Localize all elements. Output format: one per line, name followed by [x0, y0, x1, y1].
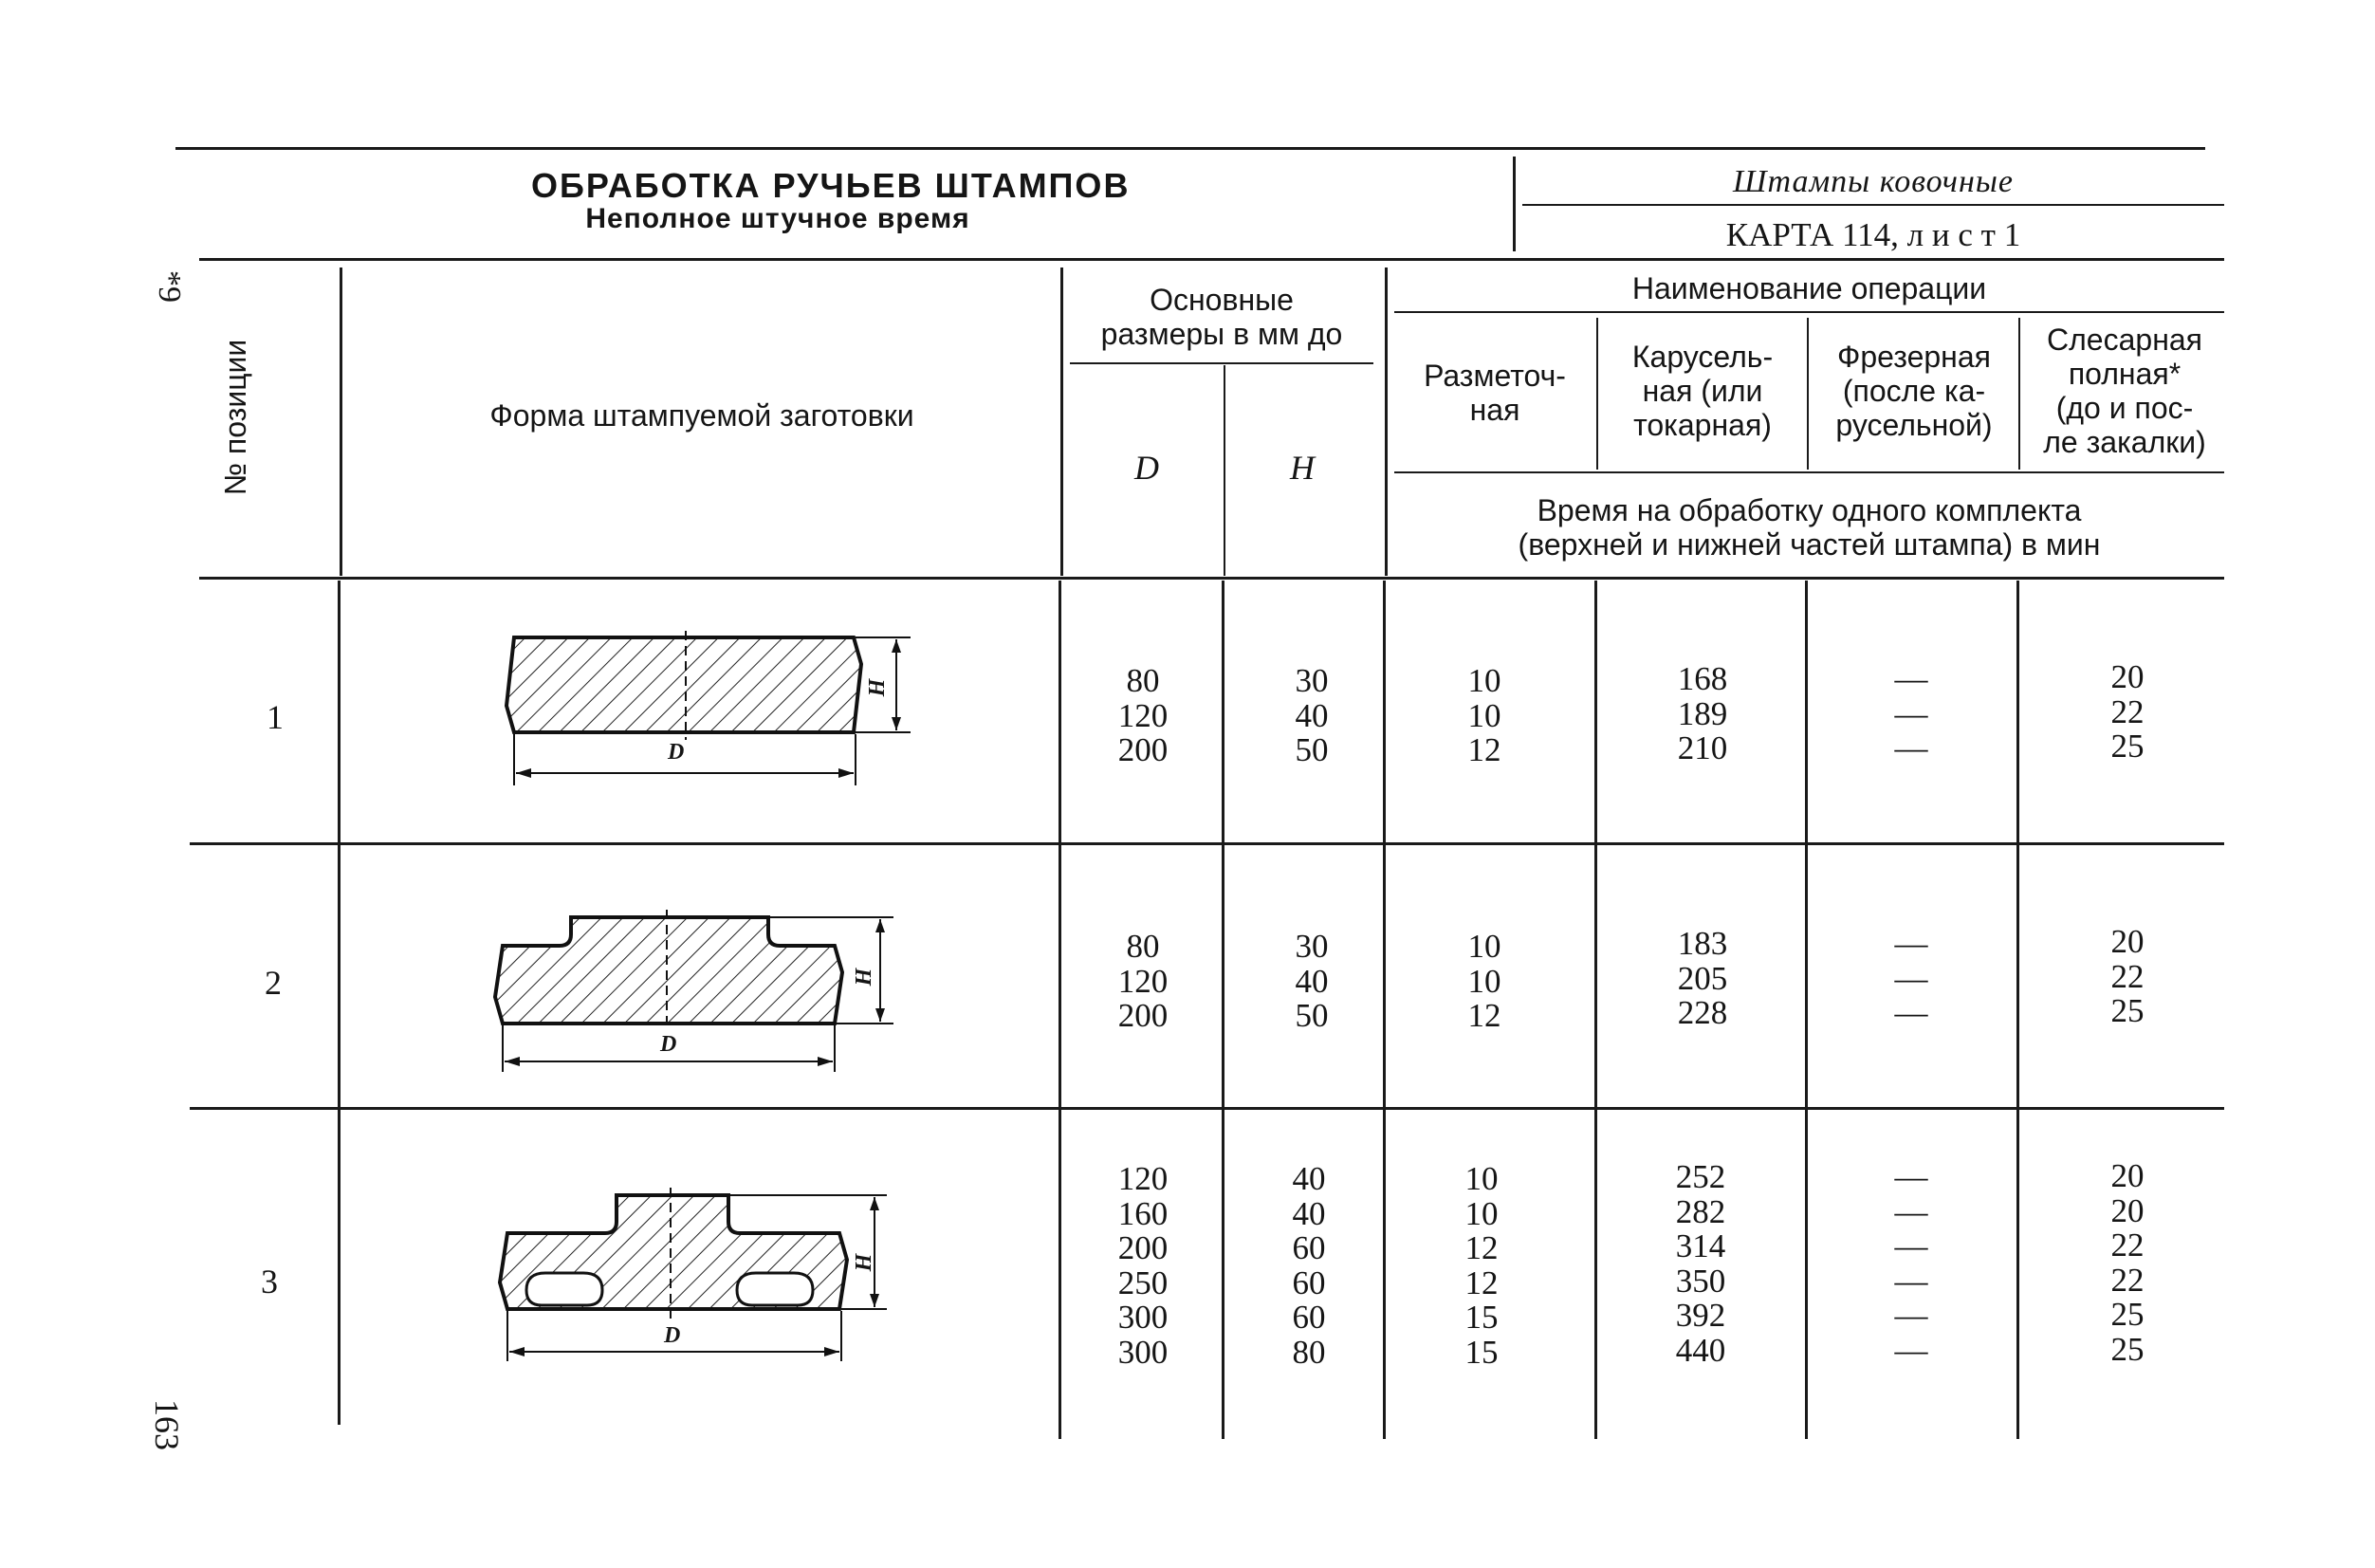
carousel-header-3: токарная) [1633, 408, 1772, 442]
page-title: ОБРАБОТКА РУЧЬЕВ ШТАМПОВ [531, 166, 1131, 205]
row-3-carousel-values: 252 282 314 350 392 440 [1675, 1158, 1726, 1369]
row-3-h-values: 40 40 60 60 60 80 [1292, 1160, 1326, 1371]
col-line-1 [340, 267, 342, 576]
marking-header-1: Разметоч- [1424, 359, 1566, 393]
row-3-drawing [488, 1186, 925, 1380]
op-name-rule [1394, 311, 2224, 313]
time-note-2: (верхней и нижней частей штампа) в мин [1518, 527, 2101, 562]
row-2-drawing [484, 906, 920, 1086]
row-1-h-values: 30 40 50 [1295, 662, 1329, 768]
milling-header-2: (после ка- [1842, 374, 1986, 408]
row-3-milling-values: — — — — — — [1894, 1158, 1928, 1369]
row-2-position: 2 [265, 964, 282, 1002]
row-3-fitter-values: 20 20 22 22 25 25 [2110, 1157, 2145, 1368]
row-1-d-label: D [668, 740, 685, 765]
header-card-rule [1522, 204, 2224, 206]
fitter-header-1: Слесарная [2047, 323, 2202, 357]
fitter-header-2: полная* [2068, 357, 2182, 391]
page-subtitle: Неполное штучное время [585, 203, 970, 234]
row-1-drawing [493, 626, 930, 802]
sizes-rule [1070, 362, 1373, 364]
row-1-marking-values: 10 10 12 [1467, 662, 1501, 768]
row-3-h-label: H [852, 1253, 876, 1272]
col-line-3 [1385, 267, 1388, 576]
milling-header-1: Фрезерная [1837, 340, 1991, 374]
body-col-line-3 [1222, 581, 1224, 1439]
fitter-header-4: ле закалки) [2043, 425, 2206, 459]
row-2-h-values: 30 40 50 [1295, 928, 1329, 1034]
carousel-header-2: ная (или [1642, 374, 1763, 408]
row-2-marking-values: 10 10 12 [1467, 928, 1501, 1034]
main-sizes-header-1: Основные [1150, 283, 1294, 317]
row-2-d-values: 80 120 200 [1117, 928, 1169, 1034]
header-bottom-rule [199, 258, 2224, 261]
row-1-d-values: 80 120 200 [1117, 662, 1169, 768]
form-header: Форма штампуемой заготовки [489, 398, 914, 433]
row-2-fitter-values: 20 22 25 [2110, 923, 2145, 1029]
main-sizes-header-2: размеры в мм до [1100, 317, 1343, 351]
col-line-op2 [1807, 318, 1809, 470]
row-2-h-label: H [852, 968, 876, 987]
row-1-fitter-values: 20 22 25 [2110, 658, 2145, 765]
row-3-marking-values: 10 10 12 12 15 15 [1464, 1160, 1499, 1371]
row-rule-2 [190, 1107, 2224, 1110]
row-2-d-label: D [660, 1032, 677, 1057]
row-1-milling-values: — — — [1894, 660, 1928, 766]
row-3-d-label: D [664, 1323, 681, 1348]
position-header: № позиции [218, 339, 252, 496]
body-col-line-2 [1059, 581, 1061, 1439]
card-label: КАРТА 114, л и с т 1 [1725, 216, 2021, 253]
header-divider [1513, 157, 1516, 251]
col-line-op1 [1596, 318, 1598, 470]
operation-name-header: Наименование операции [1631, 271, 1987, 305]
d-header: D [1134, 449, 1159, 487]
body-col-line-7 [2016, 581, 2019, 1439]
marking-header-2: ная [1469, 393, 1520, 427]
row-1-carousel-values: 168 189 210 [1677, 660, 1728, 766]
fitter-header-3: (до и пос- [2055, 391, 2194, 425]
row-3-d-values: 120 160 200 250 300 300 [1117, 1160, 1169, 1371]
row-rule-1 [190, 842, 2224, 845]
col-line-2 [1060, 267, 1063, 576]
category-label: Штампы ковочные [1733, 164, 2014, 199]
body-col-line-6 [1805, 581, 1808, 1439]
row-1-position: 1 [267, 698, 284, 736]
body-col-line-5 [1594, 581, 1597, 1439]
h-header: H [1290, 449, 1315, 487]
time-note-1: Время на обработку одного комплекта [1537, 493, 2082, 527]
body-col-line-1 [338, 581, 341, 1425]
carousel-header-1: Карусель- [1631, 340, 1774, 374]
row-1-h-label: H [865, 678, 890, 697]
body-col-line-4 [1383, 581, 1386, 1439]
row-3-position: 3 [261, 1263, 278, 1301]
top-rule [175, 147, 2205, 150]
header-end-rule [199, 577, 2224, 580]
time-rule [1394, 471, 2224, 473]
page-number: 163 [148, 1399, 186, 1450]
margin-marker: *9 [152, 270, 187, 303]
milling-header-3: русельной) [1835, 408, 1993, 442]
row-2-milling-values: — — — [1894, 925, 1928, 1031]
row-2-carousel-values: 183 205 228 [1677, 925, 1728, 1031]
